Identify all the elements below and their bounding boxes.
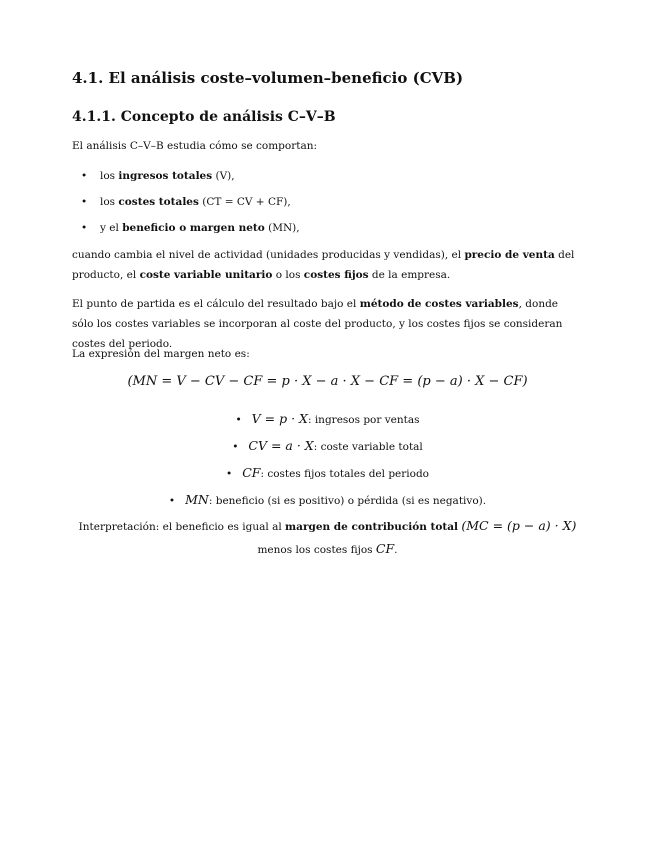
concept-list [72,166,300,244]
list-item: • los costes totales (CT = CV + CF), [72,192,300,218]
margin-formula: (MN = V − CV − CF = p · X − a · X − CF = (p − a) · X − CF) [127,374,528,389]
intro-paragraph: El análisis C–V–B estudia cómo se comportan: [72,140,318,152]
subsection-heading: 4.1.1. Concepto de análisis C–V–B [72,109,336,125]
context-paragraph: cuando cambia el nivel de actividad (unidades producidas y vendidas), el precio de venta del producto, el coste variable unitario o los costes fijos de la empresa. [72,249,575,281]
definitions-list [0,409,655,517]
formula-intro: La expresión del margen neto es: [72,348,250,360]
list-item: • y el beneficio o margen neto (MN), [72,218,300,244]
definition-item: • MN: beneficio (si es positivo) o pérdida (si es negativo). [168,492,487,507]
list-item: • los ingresos totales (V), [72,166,300,192]
method-paragraph: El punto de partida es el cálculo del resultado bajo el método de costes variables, donde sólo los costes variables se incorporan al coste del producto, y los costes fijos se consideran costes del periodo. [72,298,563,350]
definition-item: • CF: costes fijos totales del periodo [225,465,429,480]
section-heading: 4.1. El análisis coste–volumen–beneficio (CVB) [72,69,464,87]
interpretation-paragraph: Interpretación: el beneficio es igual al margen de contribución total (MC = (p − a) · X) menos los costes fijos CF. [78,518,577,556]
definition-item: • V = p · X: ingresos por ventas [235,411,420,426]
definition-item: • CV = a · X: coste variable total [232,438,423,453]
